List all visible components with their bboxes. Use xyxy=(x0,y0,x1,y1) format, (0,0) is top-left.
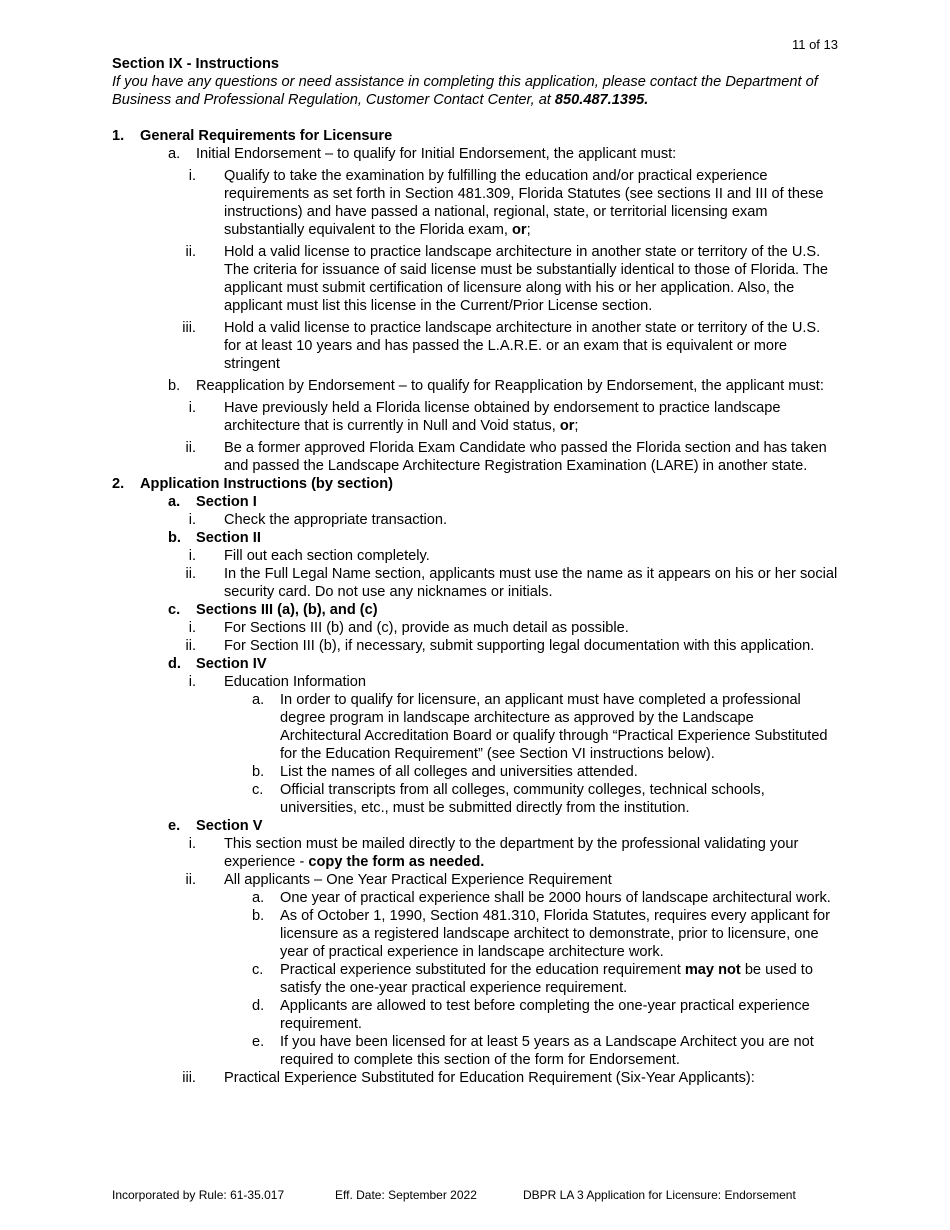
list-item: iii. Practical Experience Substituted for Education Requirement (Six-Year Applicants): xyxy=(182,1070,755,1086)
subheading-section-i: a. Section I xyxy=(168,494,257,510)
list-item: i. Have previously held a Florida license obtained by endorsement to practice landscape architecture that is currently in Null and Void status, or; xyxy=(188,400,781,434)
page-number: 11 of 13 xyxy=(791,37,838,52)
list-item: d. Applicants are allowed to test before completing the one-year practical experience requirement. xyxy=(252,998,810,1032)
subheading-section-iv: d. Section IV xyxy=(168,656,267,672)
list-item: c. Practical experience substituted for the education requirement may not be used to satisfy the one-year practical experience requirement. xyxy=(252,962,813,996)
list-item: b. List the names of all colleges and universities attended. xyxy=(252,764,638,780)
list-item: ii. For Section III (b), if necessary, submit supporting legal documentation with this application. xyxy=(185,638,815,654)
intro-text: If you have any questions or need assistance in completing this application, please contact the Department of Business and Professional Regulation, Customer Contact Center, at 850.487.1395. xyxy=(112,74,818,108)
heading-application-instructions: 2. Application Instructions (by section) xyxy=(112,476,393,492)
footer-date: Eff. Date: September 2022 xyxy=(335,1188,477,1202)
phone-number: 850.487.1395. xyxy=(554,92,649,108)
list-item: i. This section must be mailed directly to the department by the professional validating your experience - copy the form as needed. xyxy=(188,836,799,870)
section-title: Section IX - Instructions xyxy=(112,56,280,72)
heading-general-requirements: 1. General Requirements for Licensure xyxy=(112,128,393,144)
list-item: e. If you have been licensed for at least 5 years as a Landscape Architect you are not required to complete this section of the form for Endorsement. xyxy=(252,1034,814,1068)
list-item: a. In order to qualify for licensure, an applicant must have completed a professional degree program in landscape architecture as approved by the Landscape Architectural Accreditation Board or qualify through “Practical Experience Substituted for the Education Requirement” (see Section VI instructions below). xyxy=(252,692,828,762)
list-item: ii. Hold a valid license to practice landscape architecture in another state or territory of the U.S. The criteria for issuance of said license must be substantially identical to those of Florida. The applicant must submit certification of licensure along with his or her application. Also, the applicant must list this license in the Current/Prior License section. xyxy=(185,244,829,314)
list-item: ii. All applicants – One Year Practical Experience Requirement xyxy=(185,872,612,888)
list-item: a. One year of practical experience shall be 2000 hours of landscape architectural work. xyxy=(252,890,831,906)
footer-rule: Incorporated by Rule: 61-35.017 xyxy=(112,1188,285,1202)
list-item: i. Education Information xyxy=(188,674,366,690)
list-item-initial-endorsement: a. Initial Endorsement – to qualify for Initial Endorsement, the applicant must: xyxy=(168,146,677,162)
subheading-section-ii: b. Section II xyxy=(168,530,261,546)
list-item: i. Qualify to take the examination by fulfilling the education and/or practical experience requirements as set forth in Section 481.309, Florida Statutes (see sections II and III of these instructions) and have passed a national, regional, state, or territorial licensing exam substantially equivalent to the Florida exam, or; xyxy=(188,168,824,238)
list-item: c. Official transcripts from all colleges, community colleges, technical schools, universities, etc., must be submitted directly from the institution. xyxy=(252,782,765,816)
list-item: i. For Sections III (b) and (c), provide as much detail as possible. xyxy=(188,620,629,636)
instructions-body xyxy=(112,127,838,1087)
footer-form: DBPR LA 3 Application for Licensure: Endorsement xyxy=(523,1188,796,1202)
subheading-sections-iii: c. Sections III (a), (b), and (c) xyxy=(168,602,378,618)
list-item: b. As of October 1, 1990, Section 481.310, Florida Statutes, requires every applicant for licensure as a registered landscape architect to demonstrate, prior to licensure, one year of practical experience in landscape architecture work. xyxy=(252,908,831,960)
list-item: i. Fill out each section completely. xyxy=(188,548,430,564)
list-item: iii. Hold a valid license to practice landscape architecture in another state or territory of the U.S. for at least 10 years and has passed the L.A.R.E. or an exam that is equivalent or more stringent xyxy=(182,320,821,372)
subheading-section-v: e. Section V xyxy=(168,818,263,834)
list-item-reapplication: b. Reapplication by Endorsement – to qualify for Reapplication by Endorsement, the applicant must: xyxy=(168,378,824,394)
list-item: i. Check the appropriate transaction. xyxy=(188,512,448,528)
list-item: ii. In the Full Legal Name section, applicants must use the name as it appears on his or her social security card. Do not use any nicknames or initials. xyxy=(185,566,838,600)
list-item: ii. Be a former approved Florida Exam Candidate who passed the Florida section and has taken and passed the Landscape Architecture Registration Examination (LARE) in another state. xyxy=(185,440,827,474)
